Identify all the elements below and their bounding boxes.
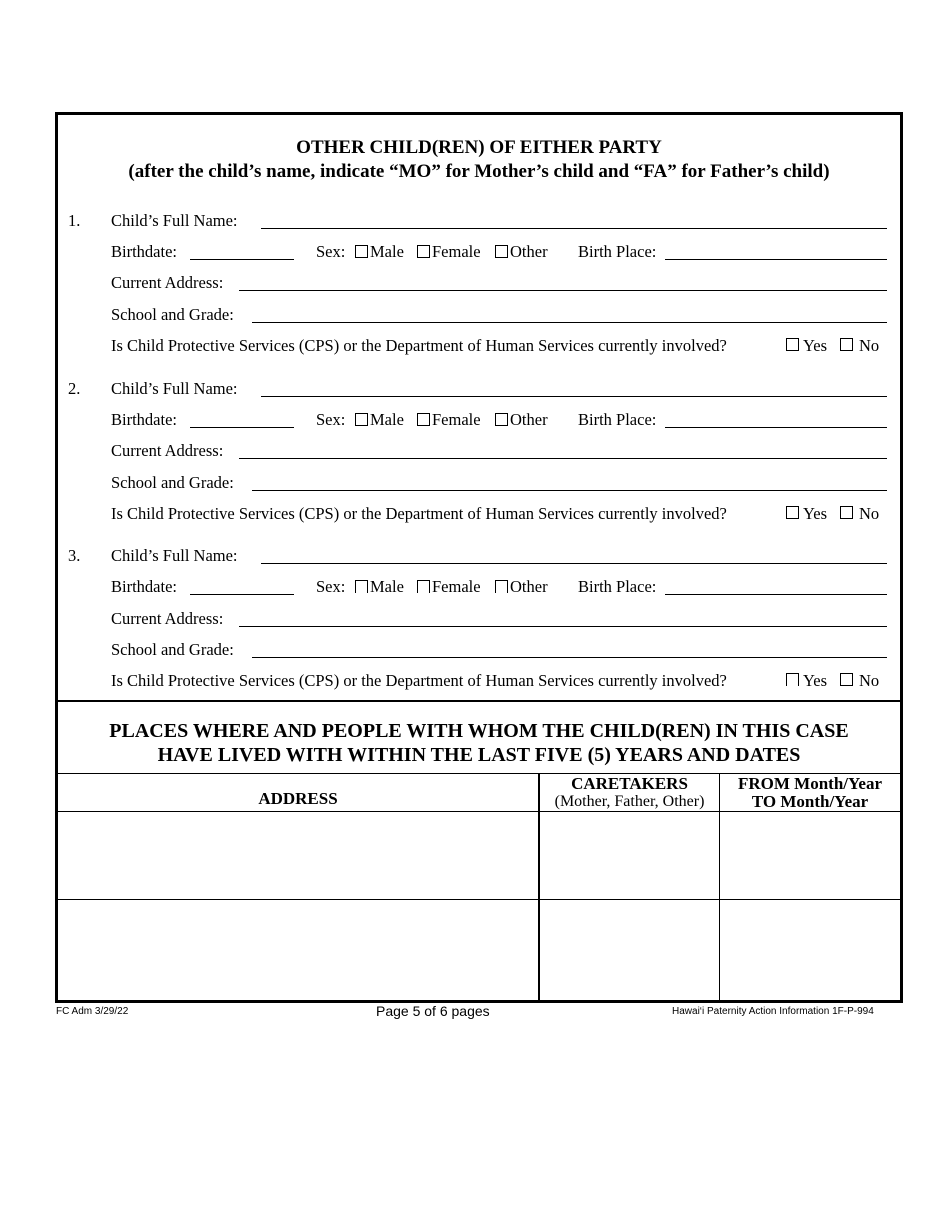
- birthdate-label: Birthdate:: [111, 410, 177, 429]
- section-subtitle: (after the child’s name, indicate “MO” for Mother’s child and “FA” for Father’s child): [128, 161, 830, 182]
- school-field[interactable]: [252, 322, 887, 323]
- cps-question: Is Child Protective Services (CPS) or the Department of Human Services currently involved?: [111, 336, 727, 355]
- birth-place-label: Birth Place:: [578, 410, 657, 429]
- column-header-from: FROM Month/Year: [737, 774, 882, 793]
- school-label: School and Grade:: [111, 640, 234, 659]
- birth-place-label: Birth Place:: [578, 577, 657, 596]
- full-name-field[interactable]: [261, 396, 887, 397]
- address-label: Current Address:: [111, 273, 224, 292]
- cps-no-label: No: [859, 336, 880, 355]
- male-label: Male: [370, 410, 404, 429]
- male-checkbox[interactable]: [355, 413, 368, 426]
- other-label: Other: [510, 410, 548, 429]
- address-field[interactable]: [239, 290, 887, 291]
- male-label: Male: [370, 577, 404, 596]
- full-name-field[interactable]: [261, 563, 887, 564]
- birthdate-label: Birthdate:: [111, 242, 177, 261]
- cps-yes-checkbox[interactable]: [786, 673, 799, 686]
- birthdate-field[interactable]: [190, 594, 294, 595]
- school-label: School and Grade:: [111, 305, 234, 324]
- female-checkbox[interactable]: [417, 245, 430, 258]
- other-checkbox[interactable]: [495, 413, 508, 426]
- cps-yes-checkbox[interactable]: [786, 338, 799, 351]
- full-name-field[interactable]: [261, 228, 887, 229]
- birthdate-field[interactable]: [190, 259, 294, 260]
- other-checkbox[interactable]: [495, 245, 508, 258]
- column-header-caretakers-sub: (Mother, Father, Other): [554, 793, 705, 810]
- cps-yes-label: Yes: [803, 671, 828, 690]
- address-field[interactable]: [239, 626, 887, 627]
- cps-question: Is Child Protective Services (CPS) or the Department of Human Services currently involved?: [111, 504, 727, 523]
- section-title: OTHER CHILD(REN) OF EITHER PARTY: [296, 137, 662, 158]
- birth-place-field[interactable]: [665, 259, 887, 260]
- child-number: 3.: [68, 546, 81, 565]
- full-name-label: Child’s Full Name:: [111, 211, 238, 230]
- address-label: Current Address:: [111, 441, 224, 460]
- form-code: FC Adm 3/29/22: [56, 1006, 129, 1017]
- table-row-1-dates-cell[interactable]: [721, 813, 899, 898]
- male-checkbox[interactable]: [355, 245, 368, 258]
- table-row-2-dates-cell[interactable]: [721, 901, 899, 999]
- male-label: Male: [370, 242, 404, 261]
- table-row-1-caretakers-cell[interactable]: [541, 813, 717, 898]
- table-row-2-address-cell[interactable]: [59, 901, 536, 999]
- column-header-caretakers: CARETAKERS: [571, 774, 688, 793]
- birthdate-label: Birthdate:: [111, 577, 177, 596]
- cps-no-label: No: [859, 504, 880, 523]
- other-checkbox[interactable]: [495, 580, 508, 593]
- section-divider: [58, 700, 900, 702]
- birth-place-field[interactable]: [665, 427, 887, 428]
- cps-no-checkbox[interactable]: [840, 506, 853, 519]
- full-name-label: Child’s Full Name:: [111, 379, 238, 398]
- address-label: Current Address:: [111, 609, 224, 628]
- female-label: Female: [432, 410, 481, 429]
- table-rule: [58, 899, 900, 900]
- table-row-2-caretakers-cell[interactable]: [541, 901, 717, 999]
- cps-yes-checkbox[interactable]: [786, 506, 799, 519]
- sex-label: Sex:: [316, 410, 346, 429]
- birth-place-label: Birth Place:: [578, 242, 657, 261]
- female-label: Female: [432, 577, 481, 596]
- school-field[interactable]: [252, 657, 887, 658]
- cps-question: Is Child Protective Services (CPS) or the Department of Human Services currently involved?: [111, 671, 727, 690]
- column-header-address: ADDRESS: [258, 789, 338, 808]
- other-label: Other: [510, 242, 548, 261]
- cps-yes-label: Yes: [803, 336, 828, 355]
- cps-no-checkbox[interactable]: [840, 338, 853, 351]
- female-checkbox[interactable]: [417, 413, 430, 426]
- table-row-1-address-cell[interactable]: [59, 813, 536, 898]
- male-checkbox[interactable]: [355, 580, 368, 593]
- sex-label: Sex:: [316, 242, 346, 261]
- child-number: 2.: [68, 379, 81, 398]
- cps-no-checkbox[interactable]: [840, 673, 853, 686]
- cps-no-label: No: [859, 671, 880, 690]
- other-label: Other: [510, 577, 548, 596]
- birth-place-field[interactable]: [665, 594, 887, 595]
- page-number: Page 5 of 6 pages: [376, 1003, 490, 1019]
- form-title: Hawai‘i Paternity Action Information 1F-P-994: [672, 1006, 874, 1017]
- cps-yes-label: Yes: [803, 504, 828, 523]
- address-field[interactable]: [239, 458, 887, 459]
- residence-table: [58, 773, 900, 1000]
- female-checkbox[interactable]: [417, 580, 430, 593]
- residence-history-title-line1: PLACES WHERE AND PEOPLE WITH WHOM THE CHILD(REN) IN THIS CASE: [109, 720, 849, 742]
- column-header-to: TO Month/Year: [751, 792, 869, 811]
- school-field[interactable]: [252, 490, 887, 491]
- birthdate-field[interactable]: [190, 427, 294, 428]
- table-rule: [58, 811, 900, 812]
- residence-history-title-line2: HAVE LIVED WITH WITHIN THE LAST FIVE (5) YEARS AND DATES: [157, 744, 801, 766]
- female-label: Female: [432, 242, 481, 261]
- full-name-label: Child’s Full Name:: [111, 546, 238, 565]
- form-page: [55, 112, 903, 1003]
- school-label: School and Grade:: [111, 473, 234, 492]
- sex-label: Sex:: [316, 577, 346, 596]
- child-number: 1.: [68, 211, 81, 230]
